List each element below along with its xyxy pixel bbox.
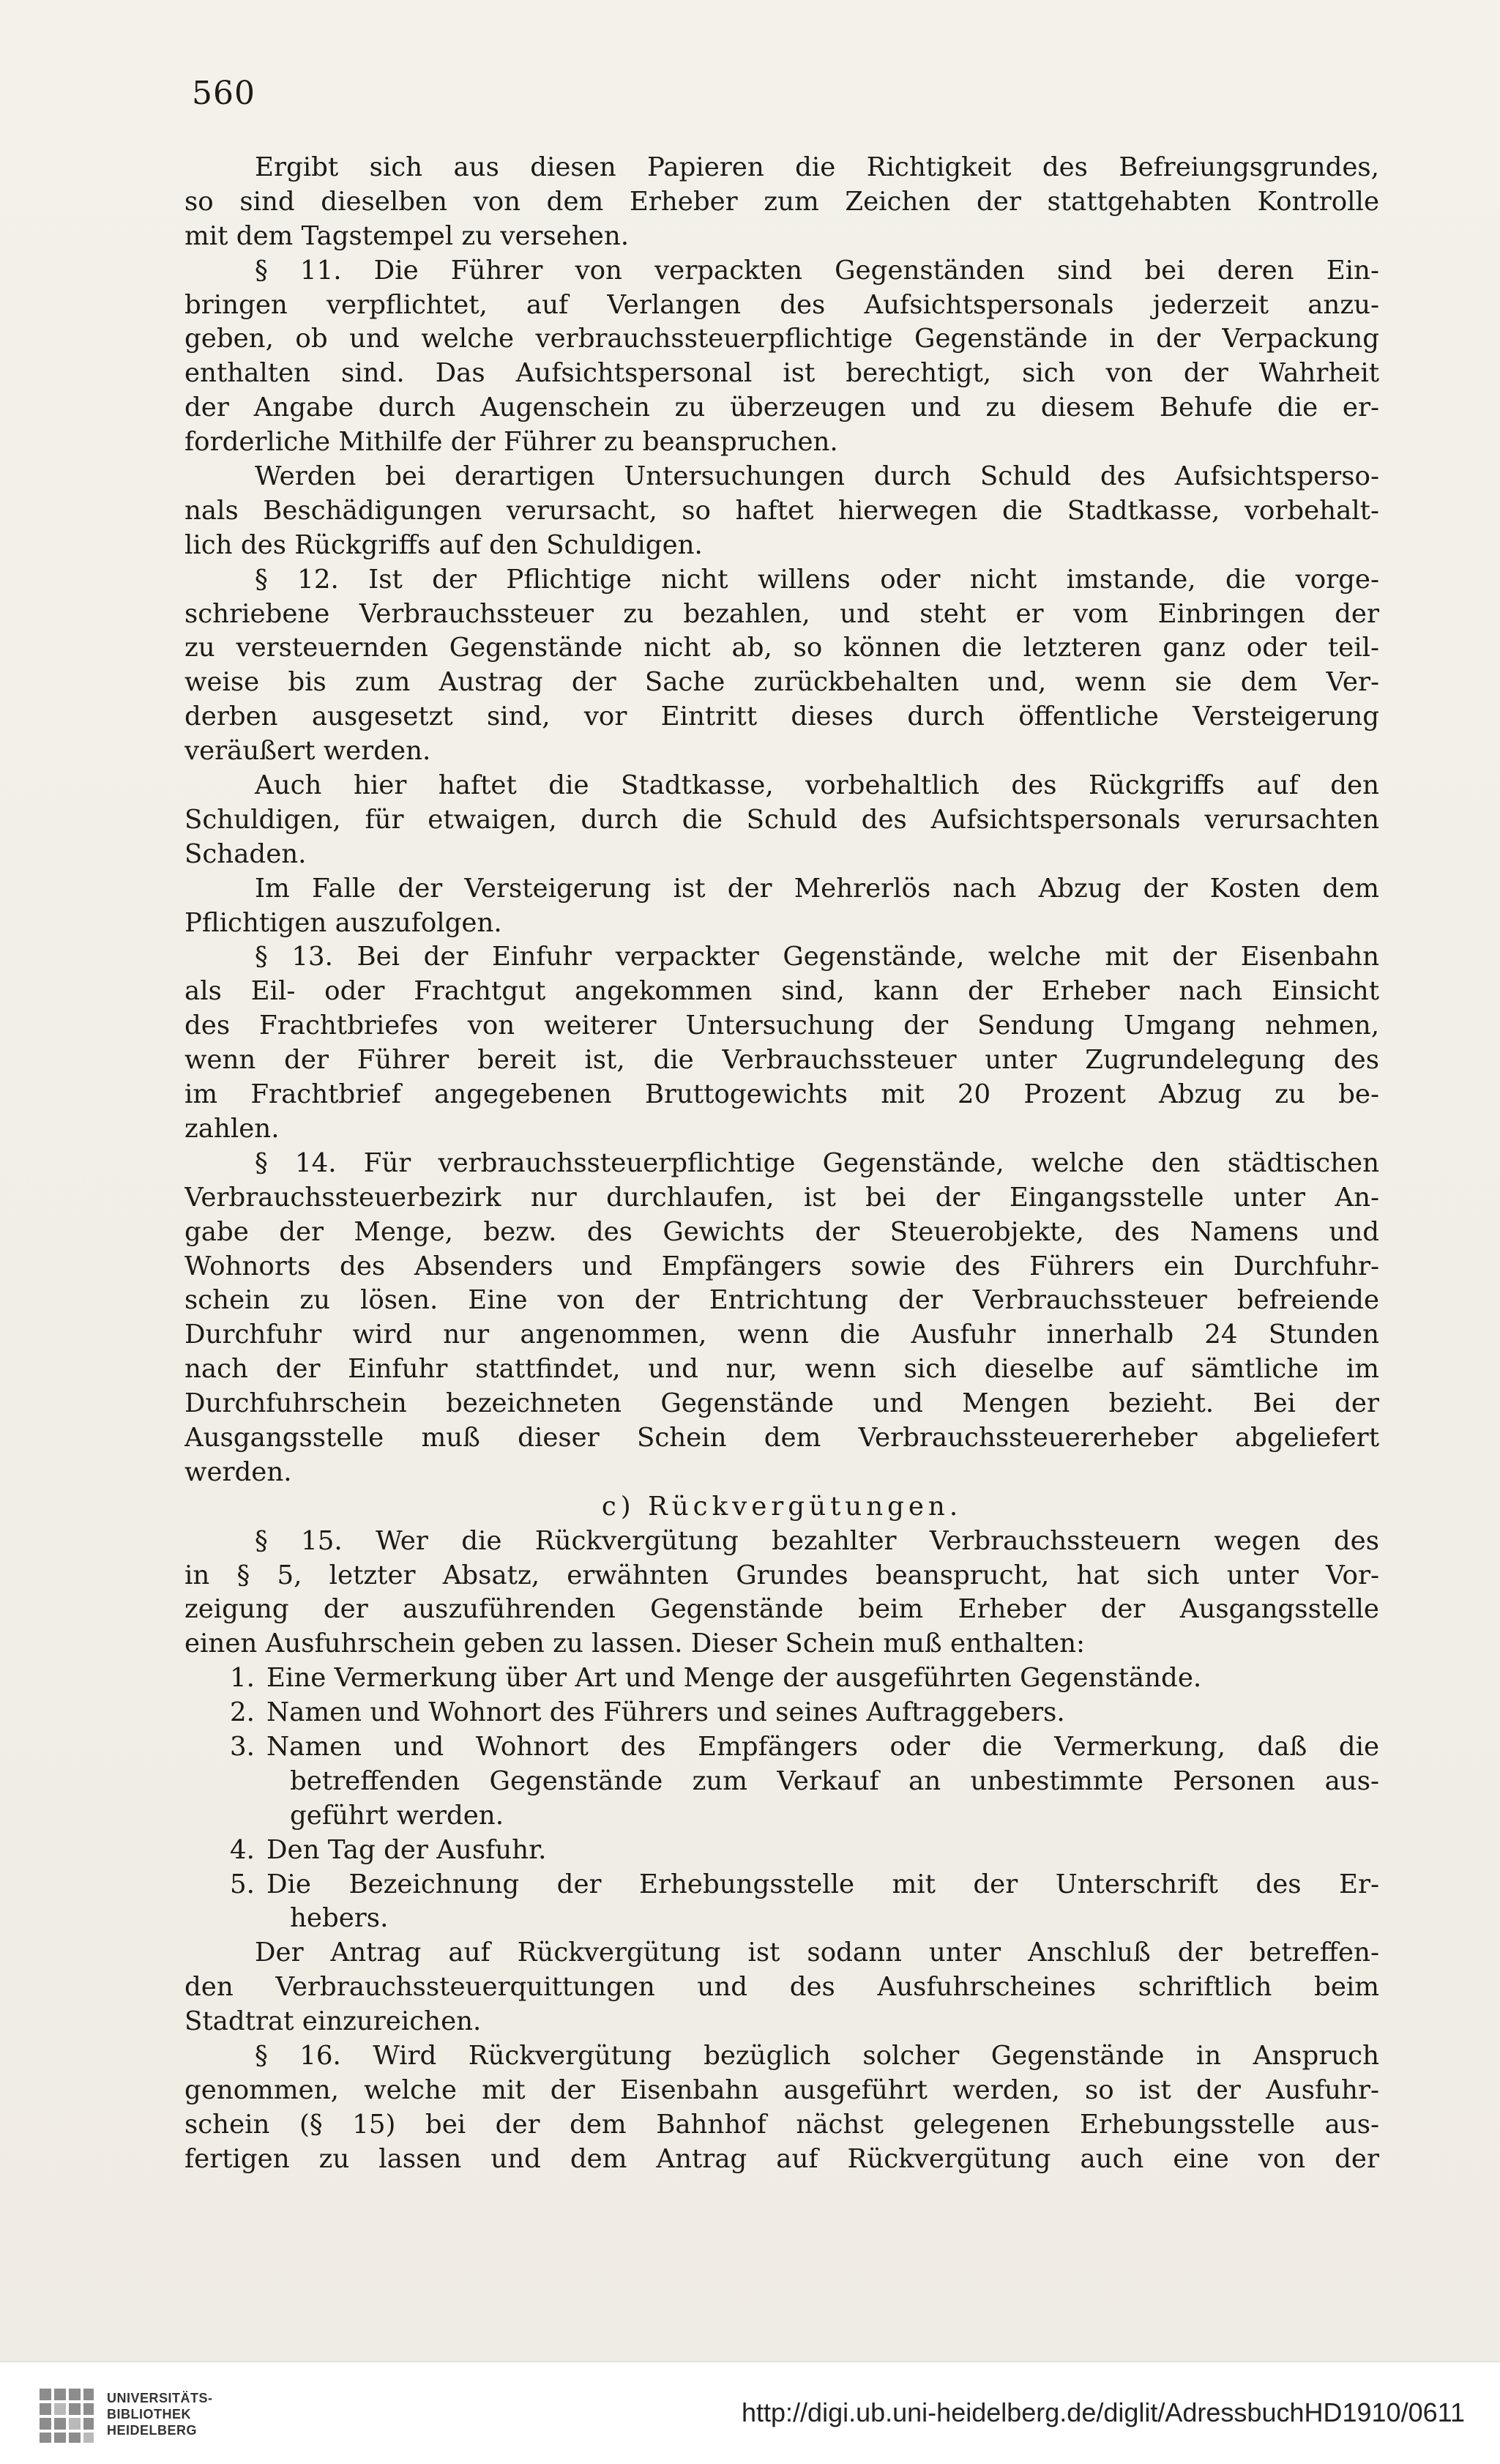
- paragraphs-after-list: [184, 1936, 1379, 2176]
- text-line: Stadtrat einzureichen.: [184, 2006, 482, 2037]
- text-line: Werden bei derartigen Untersuchungen durch Schuld des Aufsichtsperso-: [255, 461, 1379, 492]
- numbered-list: [184, 1661, 1379, 1936]
- permalink-url[interactable]: http://digi.ub.uni-heidelberg.de/diglit/AdressbuchHD1910/0611: [742, 2397, 1465, 2427]
- library-footer: [0, 2361, 1500, 2464]
- text-line: Wohnorts des Absenders und Empfängers sowie des Führers ein Durchfuhr-: [184, 1251, 1379, 1281]
- text-line: werden.: [184, 1456, 292, 1487]
- text-line: zeigung der auszuführenden Gegenstände beim Erheber der Ausgangsstelle: [184, 1594, 1379, 1625]
- body-text: [184, 151, 1379, 2177]
- text-line: fertigen zu lassen und dem Antrag auf Rückvergütung auch eine von der: [184, 2143, 1379, 2174]
- text-line: derben ausgesetzt sind, vor Eintritt dieses durch öffentliche Versteigerung: [184, 701, 1379, 732]
- text-line: veräußert werden.: [184, 736, 431, 767]
- library-name-line: BIBLIOTHEK: [107, 2407, 191, 2422]
- text-line: lich des Rückgriffs auf den Schuldigen.: [184, 529, 703, 560]
- list-item-continuation: hebers.: [290, 1903, 389, 1934]
- list-item-text: Namen und Wohnort des Empfängers oder die Vermerkung, daß die: [266, 1731, 1379, 1762]
- list-item-number: 5.: [230, 1869, 255, 1899]
- text-line: § 14. Für verbrauchssteuerpflichtige Gegenstände, welche den städtischen: [255, 1147, 1379, 1178]
- list-item: [184, 1868, 1379, 1902]
- text-line: Ergibt sich aus diesen Papieren die Richtigkeit des Befreiungsgrundes,: [255, 152, 1379, 182]
- text-line: geben, ob und welche verbrauchssteuerpflichtige Gegenstände in der Verpackung: [184, 324, 1379, 354]
- text-line: als Eil- oder Frachtgut angekommen sind, kann der Erheber nach Einsicht: [184, 976, 1379, 1007]
- list-item-text: Die Bezeichnung der Erhebungsstelle mit der Unterschrift des Er-: [266, 1869, 1379, 1899]
- text-line: wenn der Führer bereit ist, die Verbrauchssteuer unter Zugrundelegung des: [184, 1045, 1379, 1076]
- text-line: zahlen.: [184, 1113, 280, 1144]
- text-line: Pflichtigen auszufolgen.: [184, 907, 502, 938]
- text-line: so sind dieselben von dem Erheber zum Zeichen der stattgehabten Kontrolle: [184, 186, 1379, 217]
- university-library-logo-icon: [35, 2384, 98, 2447]
- list-item: [184, 1661, 1379, 1696]
- text-line: zu versteuernden Gegenstände nicht ab, so können die letzteren ganz oder teil-: [184, 633, 1379, 663]
- text-line: § 12. Ist der Pflichtige nicht willens oder nicht imstande, die vorge-: [255, 564, 1379, 595]
- text-line: Im Falle der Versteigerung ist der Mehrerlös nach Abzug der Kosten dem: [255, 873, 1379, 904]
- text-line: im Frachtbrief angegebenen Bruttogewichts mit 20 Prozent Abzug zu be-: [184, 1079, 1379, 1110]
- text-line: § 15. Wer die Rückvergütung bezahlter Verbrauchssteuern wegen des: [255, 1525, 1379, 1556]
- text-line: nach der Einfuhr stattfindet, und nur, wenn sich dieselbe auf sämtliche im: [184, 1354, 1379, 1385]
- text-line: schein (§ 15) bei der dem Bahnhof nächst gelegenen Erhebungsstelle aus-: [184, 2109, 1379, 2140]
- list-item: [184, 1696, 1379, 1730]
- section-heading: c) Rückvergütungen.: [601, 1491, 963, 1522]
- list-item-text: Den Tag der Ausfuhr.: [266, 1834, 547, 1865]
- list-item-continuation: geführt werden.: [290, 1800, 504, 1831]
- text-line: § 13. Bei der Einfuhr verpackter Gegenstände, welche mit der Eisenbahn: [255, 942, 1379, 972]
- text-line: nals Beschädigungen verursacht, so haftet hierwegen die Stadtkasse, vorbehalt-: [184, 495, 1379, 526]
- text-line: den Verbrauchssteuerquittungen und des Ausfuhrscheines schriftlich beim: [184, 1972, 1379, 2003]
- list-item-number: 2.: [230, 1697, 255, 1728]
- list-item-number: 1.: [230, 1663, 255, 1694]
- text-line: Ausgangsstelle muß dieser Schein dem Verbrauchssteuererheber abgeliefert: [184, 1422, 1379, 1453]
- text-line: § 16. Wird Rückvergütung bezüglich solcher Gegenstände in Anspruch: [255, 2040, 1379, 2071]
- library-name-line: UNIVERSITÄTS-: [107, 2391, 213, 2405]
- text-line: Durchfuhr wird nur angenommen, wenn die Ausfuhr innerhalb 24 Stunden: [184, 1320, 1379, 1350]
- list-item-continuation: betreffenden Gegenstände zum Verkauf an unbestimmte Personen aus-: [290, 1765, 1379, 1796]
- text-line: schriebene Verbrauchssteuer zu bezahlen, und steht er vom Einbringen der: [184, 598, 1379, 629]
- text-line: schein zu lösen. Eine von der Entrichtung der Verbrauchssteuer befreiende: [184, 1285, 1379, 1316]
- page-number: 560: [192, 75, 255, 112]
- text-line: weise bis zum Austrag der Sache zurückbehalten und, wenn sie dem Ver-: [184, 667, 1379, 698]
- text-line: Schuldigen, für etwaigen, durch die Schuld des Aufsichtspersonals verursachten: [184, 804, 1379, 835]
- list-item-number: 3.: [230, 1731, 255, 1762]
- text-line: gabe der Menge, bezw. des Gewichts der Steuerobjekte, des Namens und: [184, 1216, 1379, 1247]
- text-line: Durchfuhrschein bezeichneten Gegenstände und Mengen bezieht. Bei der: [184, 1388, 1379, 1419]
- text-line: genommen, welche mit der Eisenbahn ausgeführt werden, so ist der Ausfuhr-: [184, 2074, 1379, 2105]
- text-line: Der Antrag auf Rückvergütung ist sodann unter Anschluß der betreffen-: [255, 1938, 1379, 1968]
- text-line: in § 5, letzter Absatz, erwähnten Grundes beansprucht, hat sich unter Vor-: [184, 1560, 1379, 1590]
- list-item: [184, 1834, 1379, 1868]
- text-line: der Angabe durch Augenschein zu überzeugen und zu diesem Behufe die er-: [184, 392, 1379, 423]
- text-line: Verbrauchssteuerbezirk nur durchlaufen, ist bei der Eingangsstelle unter An-: [184, 1182, 1379, 1213]
- list-item-text: Namen und Wohnort des Führers und seines Auftraggebers.: [266, 1697, 1065, 1728]
- text-line: forderliche Mithilfe der Führer zu beanspruchen.: [184, 427, 838, 458]
- text-line: einen Ausfuhrschein geben zu lassen. Dieser Schein muß enthalten:: [184, 1629, 1085, 1659]
- text-line: Schaden.: [184, 838, 307, 869]
- library-name: [107, 2390, 213, 2438]
- list-item-text: Eine Vermerkung über Art und Menge der ausgeführten Gegenstände.: [266, 1663, 1202, 1694]
- list-item-number: 4.: [230, 1834, 255, 1865]
- list-item: [184, 1730, 1379, 1765]
- text-line: des Frachtbriefes von weiterer Untersuchung der Sendung Umgang nehmen,: [184, 1010, 1379, 1041]
- text-line: bringen verpflichtet, auf Verlangen des Aufsichtspersonals jederzeit anzu-: [184, 289, 1379, 320]
- text-line: § 11. Die Führer von verpackten Gegenständen sind bei deren Ein-: [255, 255, 1379, 286]
- text-line: mit dem Tagstempel zu versehen.: [184, 220, 630, 251]
- text-line: Auch hier haftet die Stadtkasse, vorbehaltlich des Rückgriffs auf den: [255, 770, 1379, 801]
- library-name-line: HEIDELBERG: [107, 2423, 198, 2438]
- text-line: enthalten sind. Das Aufsichtspersonal ist berechtigt, sich von der Wahrheit: [184, 358, 1379, 389]
- paragraphs-before-list: [184, 151, 1379, 1661]
